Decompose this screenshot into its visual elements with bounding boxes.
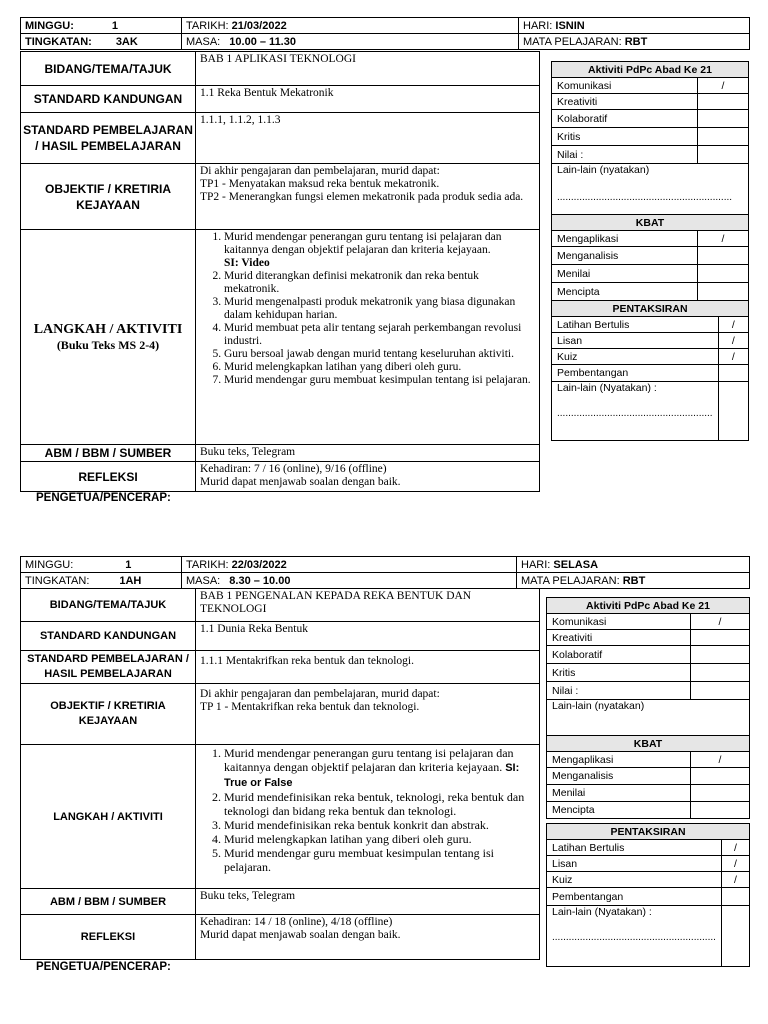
plan1-pentaksiran-lainlain — [552, 382, 719, 441]
plan2-refleksi-label: REFLEKSI — [21, 915, 196, 960]
check-mark: / — [691, 752, 750, 768]
list-item: 1. Murid mendengar penerangan guru tentang isi pelajaran dan kaitannya dengan objektif pelajaran dan kriteria kejayaan. SI: Video — [224, 231, 535, 270]
check-mark: / — [721, 872, 749, 888]
plan1-sk-label: STANDARD KANDUNGAN — [21, 86, 196, 113]
plan1-langkah-label-cell — [21, 230, 196, 445]
plan1-abm-label: ABM / BBM / SUMBER — [21, 445, 196, 462]
check-mark: / — [721, 840, 749, 856]
dotted-line: ............................................................... — [557, 192, 733, 203]
checklist-label: Menganalisis — [547, 768, 691, 785]
checklist-label: Lain-lain (Nyatakan) : — [552, 906, 652, 918]
plan2-abad21-title: Aktiviti PdPc Abad Ke 21 — [547, 598, 750, 614]
check-mark — [691, 664, 750, 682]
plan1-sk: 1.1 Reka Bentuk Mekatronik — [196, 86, 540, 113]
list-item: 1. Murid mendengar penerangan guru tentang isi pelajaran dan kaitannya dengan objektif pelajaran dan kriteria kejayaan. SI: True or False — [224, 746, 535, 790]
checklist-label: Lisan — [552, 333, 719, 349]
checklist-label: Menganalisis — [552, 247, 698, 265]
dotted-line: ........................................................ — [557, 408, 713, 419]
plan2-obj-line: TP 1 - Mentakrifkan reka bentuk dan teknologi. — [200, 701, 420, 713]
plan1-refleksi — [196, 462, 540, 492]
plan1-langkah — [196, 230, 540, 445]
plan2-sp: 1.1.1 Mentakrifkan reka bentuk dan teknologi. — [196, 651, 540, 684]
plan2-abad21-lainlain: Lain-lain (nyatakan) — [547, 700, 750, 737]
plan2-abm: Buku teks, Telegram — [196, 889, 540, 915]
checklist-label: Pembentangan — [547, 888, 722, 906]
plan1-obj-line: TP1 - Menyatakan maksud reka bentuk mekatronik. — [200, 178, 440, 190]
check-mark: / — [698, 231, 749, 247]
plan1-kbat-table — [551, 214, 749, 301]
plan2-pentaksiran-table — [546, 823, 750, 967]
checklist-label: Nilai : — [552, 146, 698, 164]
plan2-pengetua-label: PENGETUA/PENCERAP: — [36, 961, 171, 973]
checklist-label: Menilai — [547, 785, 691, 802]
plan1-refleksi-label: REFLEKSI — [21, 462, 196, 492]
checklist-label: Kolaboratif — [552, 110, 698, 128]
check-mark: / — [691, 614, 750, 630]
plan2-obj — [196, 684, 540, 745]
checklist-label: Mengaplikasi — [547, 752, 691, 768]
plan2-refleksi-line: Murid dapat menjawab soalan dengan baik. — [200, 929, 401, 941]
plan2-abm-label: ABM / BBM / SUMBER — [21, 889, 196, 915]
checklist-label: Kreativiti — [547, 630, 691, 646]
check-mark — [718, 382, 748, 441]
list-item: 3. Murid mengenalpasti produk mekatronik yang biasa digunakan dalam kehidupan harian. — [224, 296, 535, 322]
plan2-masa-cell: MASA: 8.30 – 10.00 — [182, 573, 517, 589]
plan1-si: SI: Video — [224, 257, 270, 269]
plan1-obj — [196, 164, 540, 230]
check-mark — [698, 110, 749, 128]
plan1-sp-label: STANDARD PEMBELAJARAN / HASIL PEMBELAJARAN — [21, 113, 196, 164]
plan2-sk-label: STANDARD KANDUNGAN — [21, 622, 196, 651]
list-item: 5. Murid mendengar guru membuat kesimpulan tentang isi pelajaran. — [224, 846, 535, 874]
plan2-sp-label: STANDARD PEMBELAJARAN / HASIL PEMBELAJARAN — [21, 651, 196, 684]
checklist-label: Lisan — [547, 856, 722, 872]
plan1-tajuk: BAB 1 APLIKASI TEKNOLOGI — [196, 52, 540, 86]
plan1-langkah-label: LANGKAH / AKTIVITI — [33, 321, 183, 337]
plan2-tingkatan-cell: TINGKATAN: 1AH — [21, 573, 182, 589]
checklist-label: Kuiz — [547, 872, 722, 888]
check-mark — [698, 94, 749, 110]
plan1-refleksi-line: Kehadiran: 7 / 16 (online), 9/16 (offline) — [200, 463, 387, 475]
plan2-langkah-label: LANGKAH / AKTIVITI — [21, 745, 196, 889]
plan2-refleksi — [196, 915, 540, 960]
plan2-tarikh-cell: TARIKH: 22/03/2022 — [182, 557, 517, 573]
checklist-label: Kritis — [547, 664, 691, 682]
plan1-obj-line: Di akhir pengajaran dan pembelajaran, murid dapat: — [200, 165, 440, 177]
plan2-langkah — [196, 745, 540, 889]
plan2-header-table — [20, 556, 750, 589]
list-item: 2. Murid diterangkan definisi mekatronik dan reka bentuk mekatronik. — [224, 270, 535, 296]
checklist-label: Komunikasi — [547, 614, 691, 630]
check-mark: / — [718, 349, 748, 365]
check-mark — [691, 768, 750, 785]
plan1-kbat-title: KBAT — [552, 215, 749, 231]
check-mark — [698, 146, 749, 164]
plan2-si: SI: True or False — [224, 762, 520, 789]
plan2-obj-line: Di akhir pengajaran dan pembelajaran, murid dapat: — [200, 688, 440, 700]
check-mark — [698, 265, 749, 283]
check-mark: / — [718, 317, 748, 333]
check-mark — [698, 128, 749, 146]
plan1-mata-cell: MATA PELAJARAN: RBT — [519, 34, 750, 50]
checklist-label: Pembentangan — [552, 365, 719, 382]
dotted-line: ........................................................... — [552, 932, 716, 943]
check-mark — [698, 283, 749, 301]
list-item: 6. Murid melengkapkan latihan yang diberi oleh guru. — [224, 361, 535, 374]
checklist-label: Kuiz — [552, 349, 719, 365]
plan1-pentaksiran-table — [551, 300, 749, 441]
check-mark — [698, 247, 749, 265]
plan1-masa-cell: MASA: 10.00 – 11.30 — [182, 34, 519, 50]
list-item: 3. Murid mendefinisikan reka bentuk konkrit dan abstrak. — [224, 818, 535, 832]
check-mark — [721, 906, 749, 967]
plan2-tajuk-label: BIDANG/TEMA/TAJUK — [21, 589, 196, 622]
list-item: 4. Murid membuat peta alir tentang sejarah perkembangan revolusi industri. — [224, 322, 535, 348]
plan1-body-table — [20, 51, 540, 492]
plan1-obj-label: OBJEKTIF / KRETIRIA KEJAYAAN — [21, 164, 196, 230]
check-mark — [691, 682, 750, 700]
checklist-label: Kritis — [552, 128, 698, 146]
checklist-label: Menilai — [552, 265, 698, 283]
checklist-label: Lain-lain (nyatakan) — [557, 164, 650, 176]
plan1-tarikh-cell: TARIKH: 21/03/2022 — [182, 18, 519, 34]
plan1-langkah-sub: (Buku Teks MS 2-4) — [56, 337, 160, 352]
plan2-pentaksiran-lainlain — [547, 906, 722, 967]
plan1-hari-cell: HARI: ISNIN — [519, 18, 750, 34]
list-item: 7. Murid mendengar guru membuat kesimpulan tentang isi pelajaran. — [224, 374, 535, 387]
plan2-obj-label: OBJEKTIF / KRETIRIA KEJAYAAN — [21, 684, 196, 745]
plan1-header-table — [20, 17, 750, 50]
plan1-abad21-title: Aktiviti PdPc Abad Ke 21 — [552, 62, 749, 78]
plan1-abad21-lainlain — [552, 164, 749, 217]
checklist-label: Komunikasi — [552, 78, 698, 94]
list-item: 4. Murid melengkapkan latihan yang diberi oleh guru. — [224, 832, 535, 846]
plan2-abad21-table — [546, 597, 750, 736]
check-mark — [691, 646, 750, 664]
check-mark: / — [721, 856, 749, 872]
check-mark: / — [698, 78, 749, 94]
check-mark — [718, 365, 748, 382]
plan2-refleksi-line: Kehadiran: 14 / 18 (online), 4/18 (offline) — [200, 916, 393, 928]
check-mark — [691, 802, 750, 819]
checklist-label: Mengaplikasi — [552, 231, 698, 247]
plan2-pentaksiran-title: PENTAKSIRAN — [547, 824, 750, 840]
checklist-label: Latihan Bertulis — [552, 317, 719, 333]
plan1-minggu-cell: MINGGU: 1 — [21, 18, 182, 34]
plan2-hari-cell: HARI: SELASA — [517, 557, 750, 573]
check-mark: / — [718, 333, 748, 349]
plan1-abad21-table — [551, 61, 749, 216]
plan1-refleksi-line: Murid dapat menjawab soalan dengan baik. — [200, 476, 401, 488]
plan2-kbat-title: KBAT — [547, 736, 750, 752]
plan2-sk: 1.1 Dunia Reka Bentuk — [196, 622, 540, 651]
check-mark — [691, 785, 750, 802]
check-mark — [721, 888, 749, 906]
plan1-pentaksiran-title: PENTAKSIRAN — [552, 301, 749, 317]
checklist-label: Kreativiti — [552, 94, 698, 110]
plan2-mata-cell: MATA PELAJARAN: RBT — [517, 573, 750, 589]
list-item: 5. Guru bersoal jawab dengan murid tentang keseluruhan aktiviti. — [224, 348, 535, 361]
plan1-obj-line: TP2 - Menerangkan fungsi elemen mekatronik pada produk sedia ada. — [200, 191, 524, 203]
checklist-label: Mencipta — [547, 802, 691, 819]
checklist-label: Kolaboratif — [547, 646, 691, 664]
plan1-sp: 1.1.1, 1.1.2, 1.1.3 — [196, 113, 540, 164]
plan2-minggu-cell: MINGGU: 1 — [21, 557, 182, 573]
list-item: 2. Murid mendefinisikan reka bentuk, teknologi, reka bentuk dan teknologi dan bidang reka bentuk dan teknologi. — [224, 790, 535, 818]
plan1-tingkatan-cell: TINGKATAN: 3AK — [21, 34, 182, 50]
checklist-label: Nilai : — [547, 682, 691, 700]
checklist-label: Mencipta — [552, 283, 698, 301]
plan2-body-table — [20, 588, 540, 960]
plan1-tajuk-label: BIDANG/TEMA/TAJUK — [21, 52, 196, 86]
plan1-abm: Buku teks, Telegram — [196, 445, 540, 462]
checklist-label: Latihan Bertulis — [547, 840, 722, 856]
plan2-tajuk: BAB 1 PENGENALAN KEPADA REKA BENTUK DAN TEKNOLOGI — [196, 589, 540, 622]
checklist-label: Lain-lain (Nyatakan) : — [557, 382, 657, 394]
plan2-kbat-table — [546, 735, 750, 819]
check-mark — [691, 630, 750, 646]
plan1-pengetua-label: PENGETUA/PENCERAP: — [36, 492, 171, 504]
